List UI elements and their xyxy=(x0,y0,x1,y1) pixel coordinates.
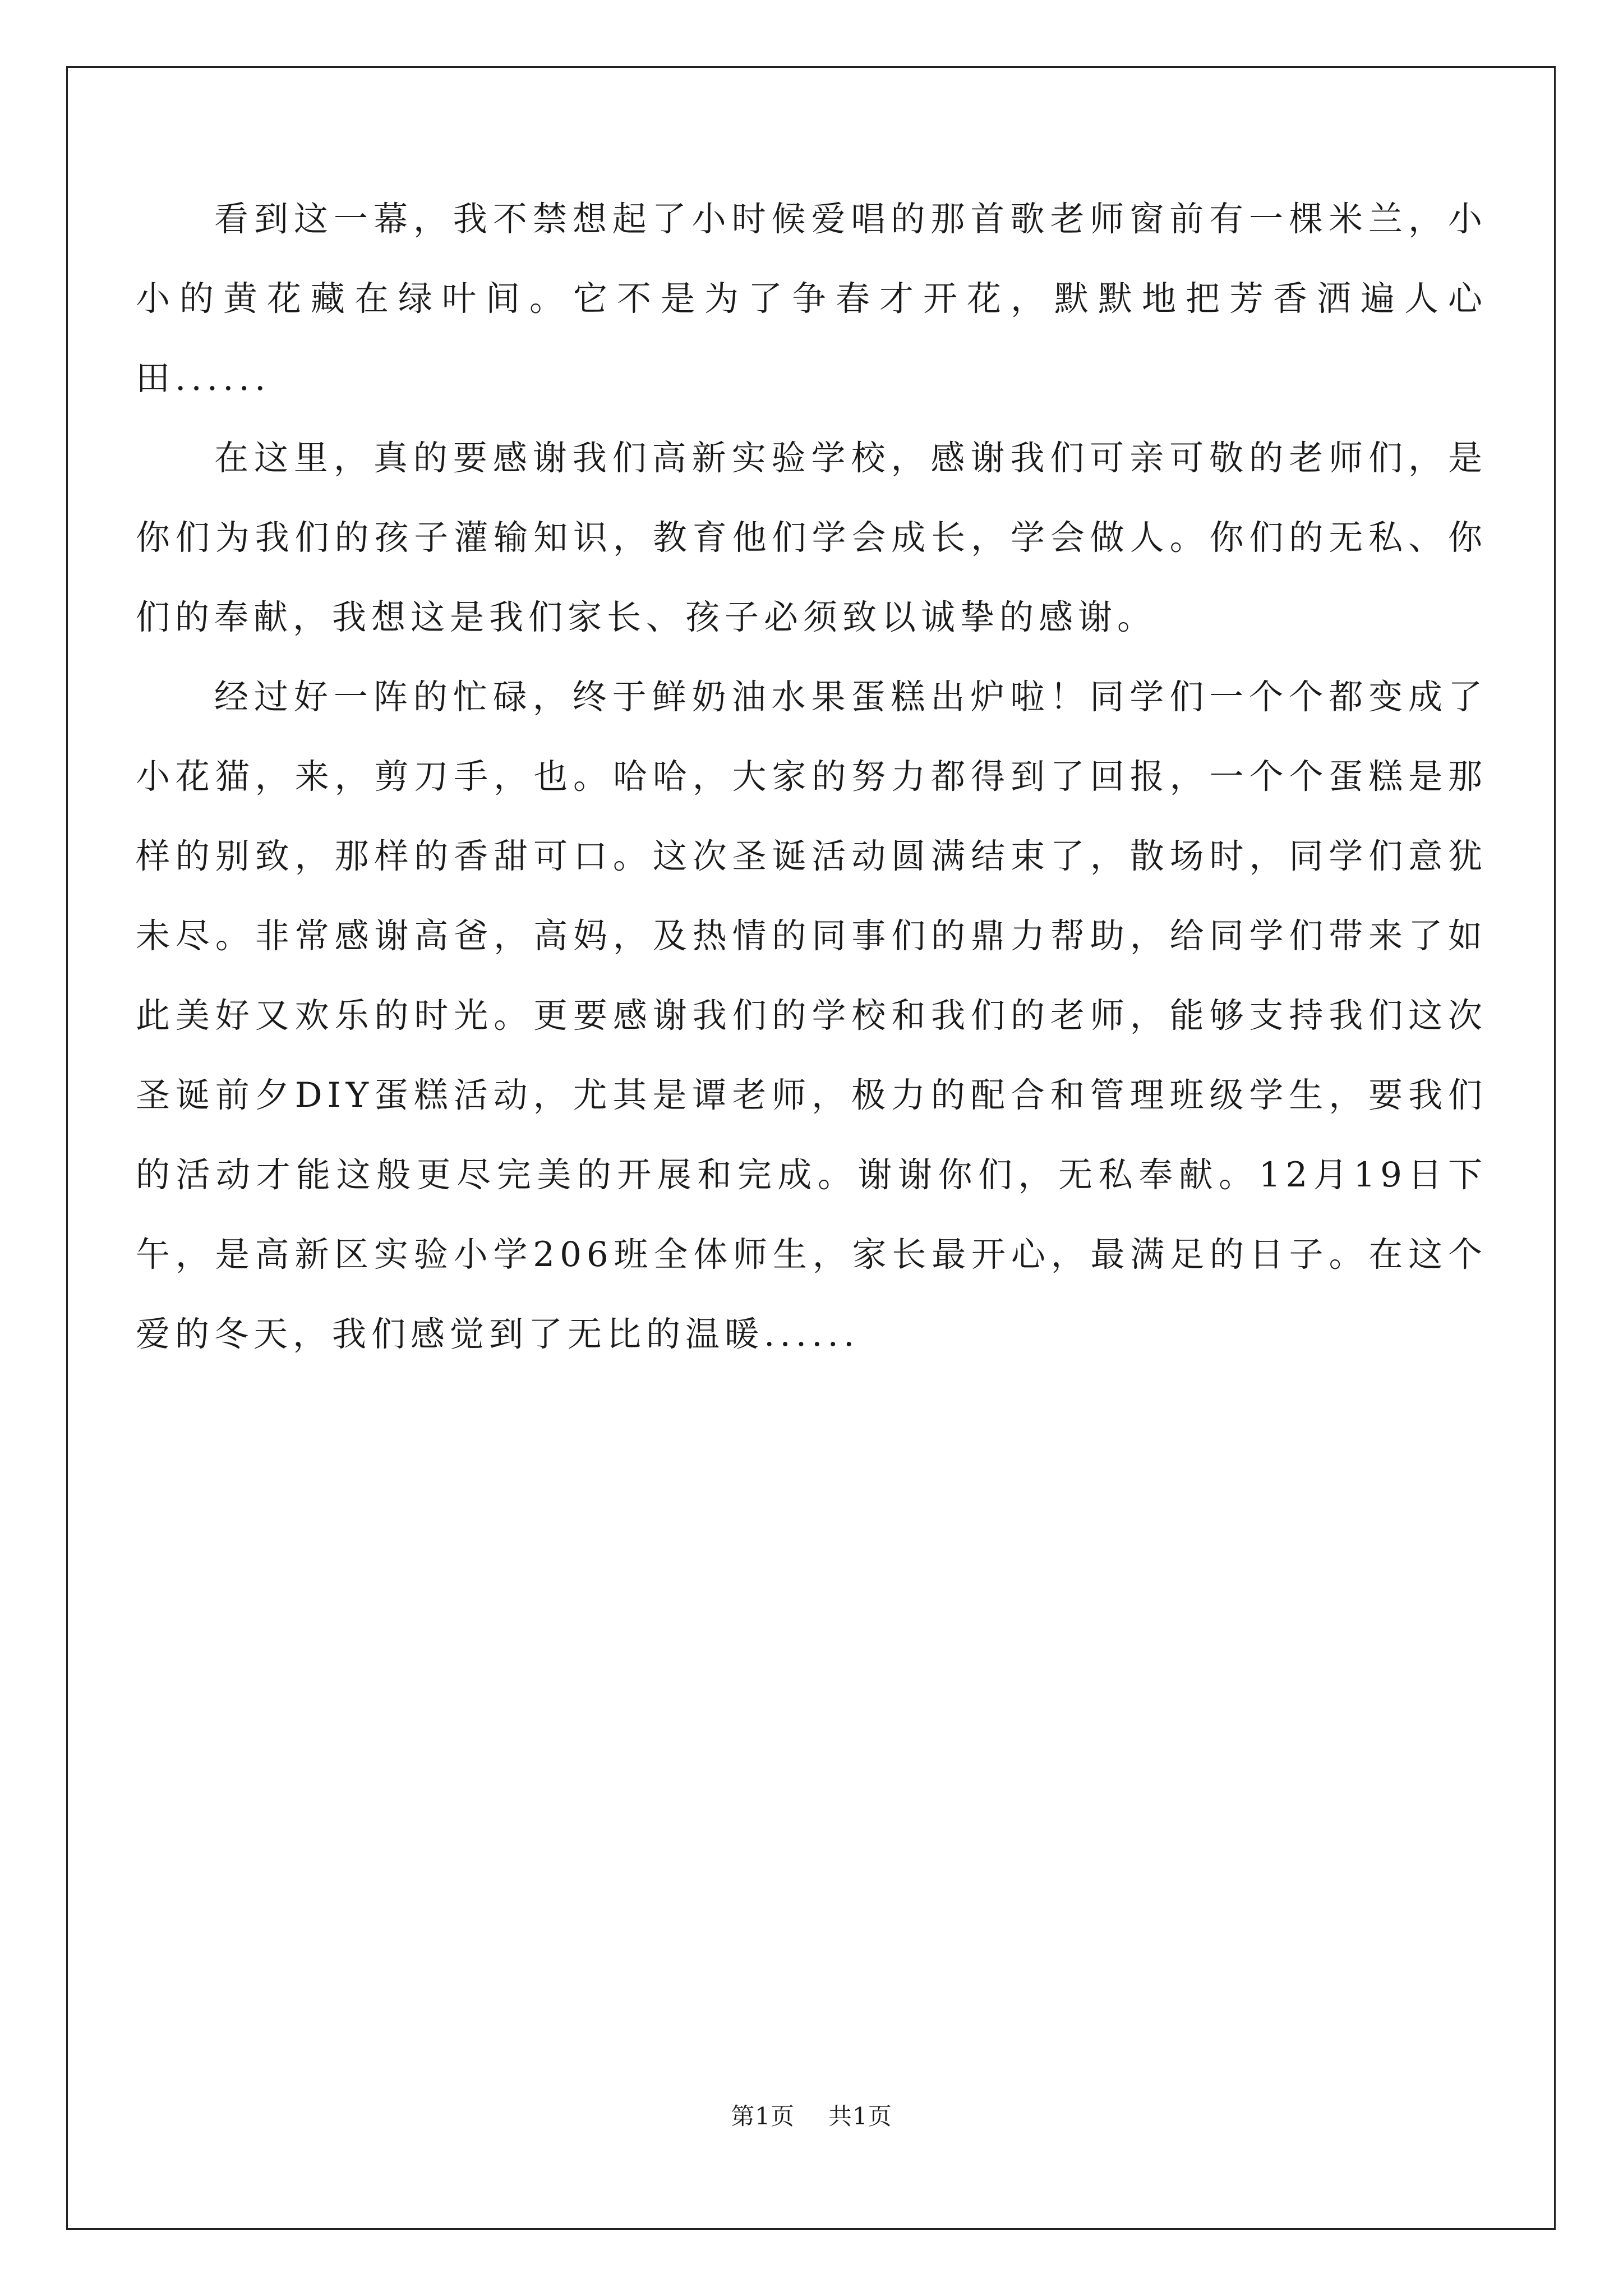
page-number-current: 第1页 xyxy=(731,2102,795,2130)
paragraph-1: 看到这一幕，我不禁想起了小时候爱唱的那首歌老师窗前有一棵米兰，小小的黄花藏在绿叶间。它不是为了争春才开花，默默地把芳香洒遍人心田...... xyxy=(136,199,1487,398)
page-footer xyxy=(0,2098,1623,2132)
paragraph-3: 经过好一阵的忙碌，终于鲜奶油水果蛋糕出炉啦！同学们一个个都变成了小花猫，来，剪刀手，也。哈哈，大家的努力都得到了回报，一个个蛋糕是那样的别致，那样的香甜可口。这次圣诞活动圆满结束了，散场时，同学们意犹未尽。非常感谢高爸，高妈，及热情的同事们的鼎力帮助，给同学们带来了如此美好又欢乐的时光。更要感谢我们的学校和我们的老师，能够支持我们这次圣诞前夕DIY蛋糕活动，尤其是谭老师，极力的配合和管理班级学生，要我们的活动才能这般更尽完美的开展和完成。谢谢你们，无私奉献。12月19日下午，是高新区实验小学206班全体师生，家长最开心，最满足的日子。在这个爱的冬天，我们感觉到了无比的温暖...... xyxy=(136,677,1487,1354)
paragraph-2: 在这里，真的要感谢我们高新实验学校，感谢我们可亲可敬的老师们，是你们为我们的孩子灌输知识，教育他们学会成长，学会做人。你们的无私、你们的奉献，我想这是我们家长、孩子必须致以诚挚的感谢。 xyxy=(136,438,1487,637)
page-number-total: 共1页 xyxy=(828,2102,892,2130)
document-body xyxy=(136,180,1487,1374)
